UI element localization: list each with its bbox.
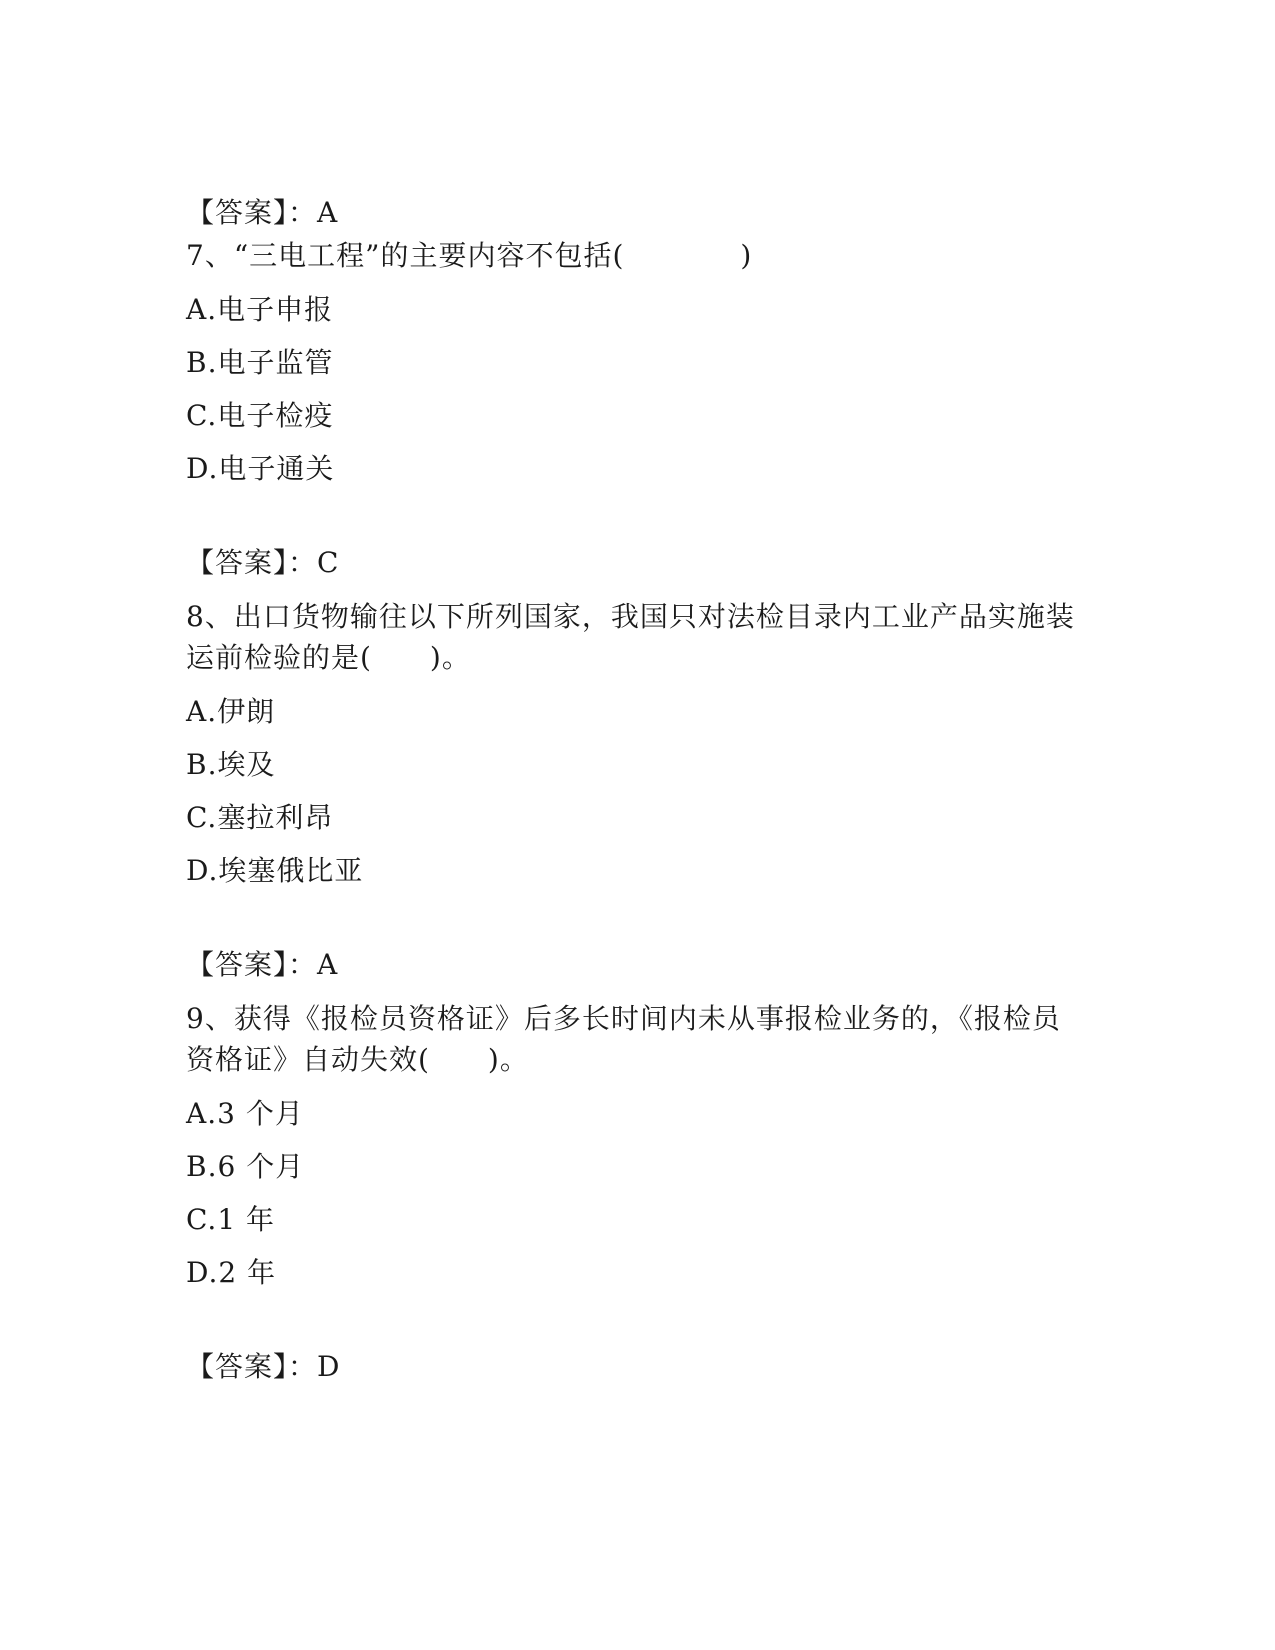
q7-option-c: C.电子检疫 xyxy=(186,399,334,432)
q9-answer: 【答案】：D xyxy=(186,1350,341,1383)
q9-option-b: B.6 个月 xyxy=(186,1150,305,1183)
q9-option-a: A.3 个月 xyxy=(186,1097,304,1130)
question-9-line2: 资格证》自动失效( )。 xyxy=(186,1043,529,1076)
question-8-line2: 运前检验的是( )。 xyxy=(186,641,471,674)
answer-prev: 【答案】：A xyxy=(186,196,339,229)
q9-option-c: C.1 年 xyxy=(186,1203,276,1236)
q7-answer: 【答案】：C xyxy=(186,546,340,579)
q8-option-b: B.埃及 xyxy=(186,748,276,781)
q7-option-d: D.电子通关 xyxy=(186,452,335,485)
q8-option-a: A.伊朗 xyxy=(186,695,276,728)
question-8-line1: 8、出口货物输往以下所列国家，我国只对法检目录内工业产品实施装 xyxy=(186,600,1075,633)
q9-option-d: D.2 年 xyxy=(186,1256,277,1289)
q8-option-c: C.塞拉利昂 xyxy=(186,801,334,834)
q7-option-a: A.电子申报 xyxy=(186,293,334,326)
q8-answer: 【答案】：A xyxy=(186,948,339,981)
question-7: 7、“三电工程”的主要内容不包括( ) xyxy=(186,239,753,272)
question-9-line1: 9、获得《报检员资格证》后多长时间内未从事报检业务的，《报检员 xyxy=(186,1002,1061,1035)
q7-option-b: B.电子监管 xyxy=(186,346,334,379)
q8-option-d: D.埃塞俄比亚 xyxy=(186,854,364,887)
